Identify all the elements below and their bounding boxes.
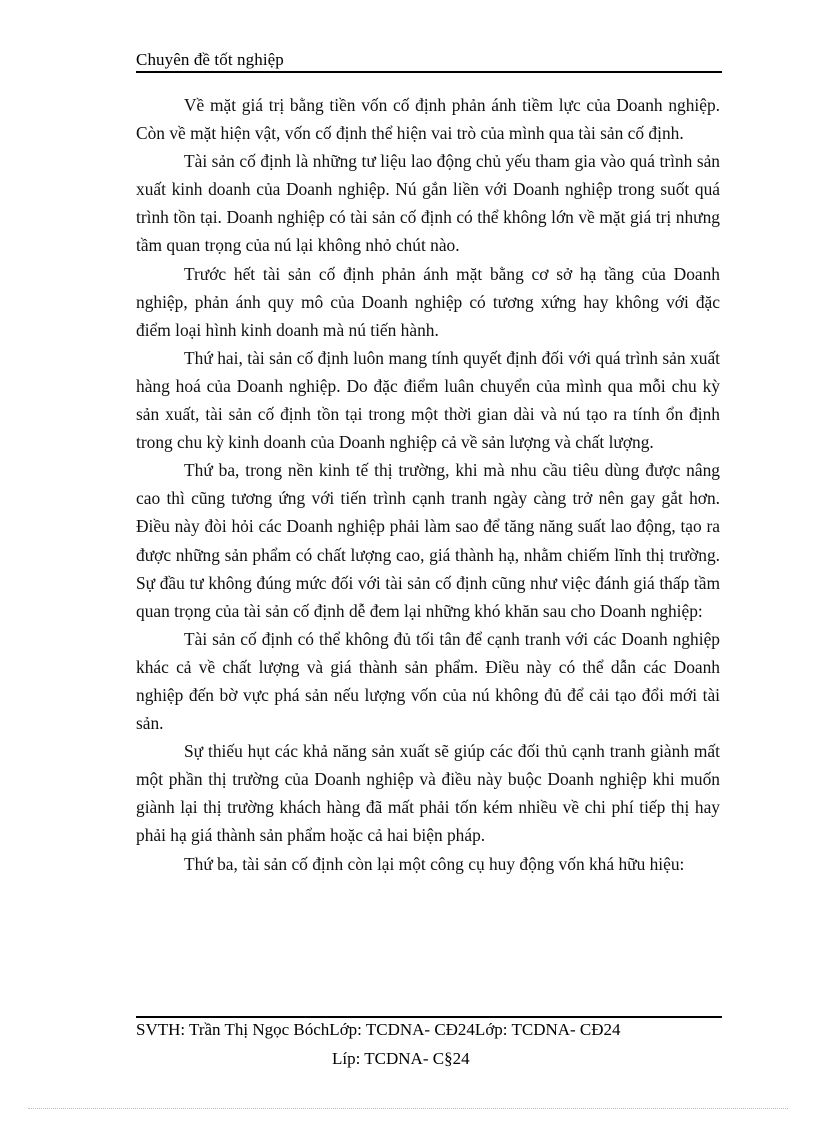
document-body [136, 91, 720, 878]
paragraph: Về mặt giá trị bằng tiền vốn cố định phản ánh tiềm lực của Doanh nghiệp. Còn về mặt hiện vật, vốn cố định thể hiện vai trò của mình qua tài sản cố định. [136, 95, 720, 144]
paragraph: Thứ ba, trong nền kinh tế thị trường, khi mà nhu cầu tiêu dùng được nâng cao thì cũng tương ứng với tiến trình cạnh tranh ngày càng trở nên gay gắt hơn. Điều này đòi hỏi các Doanh nghiệp phải làm sao để tăng năng suất lao động, tạo ra được những sản phẩm có chất lượng cao, giá thành hạ, nhằm chiếm lĩnh thị trường. Sự đầu tư không đúng mức đối với tài sản cố định cũng như việc đánh giá thấp tầm quan trọng của tài sản cố định dễ đem lại những khó khăn sau cho Doanh nghiệp: [136, 460, 720, 621]
paragraph: Tài sản cố định có thể không đủ tối tân để cạnh tranh với các Doanh nghiệp khác cả về chất lượng và giá thành sản phẩm. Điều này có thể dẫn các Doanh nghiệp đến bờ vực phá sản nếu lượng vốn của nú không đủ để cải tạo đổi mới tài sản. [136, 628, 720, 734]
paragraph: Trước hết tài sản cố định phản ánh mặt bằng cơ sở hạ tầng của Doanh nghiệp, phản ánh quy mô của Doanh nghiệp có tương xứng hay không với đặc điểm loại hình kinh doanh mà nú tiến hành. [136, 263, 720, 340]
page-break-line [28, 1108, 788, 1109]
footer-class-info: Líp: TCDNA- C§24 [332, 1049, 470, 1068]
footer-student-info: SVTH: Trần Thị Ngọc BóchLớp: TCDNA- CĐ24Lớp: TCDNA- CĐ24 [136, 1020, 621, 1039]
header-rule [136, 71, 722, 73]
paragraph: Thứ ba, tài sản cố định còn lại một công cụ huy động vốn khá hữu hiệu: [184, 853, 685, 874]
header-title: Chuyên đề tốt nghiệp [136, 50, 284, 69]
paragraph: Sự thiếu hụt các khả năng sản xuất sẽ giúp các đối thủ cạnh tranh giành mất một phần thị trường của Doanh nghiệp và điều này buộc Doanh nghiệp khi muốn giành lại thị trường khách hàng đã mất phải tốn kém nhiều về chi phí tiếp thị hay phải hạ giá thành sản phẩm hoặc cả hai biện pháp. [136, 741, 720, 846]
paragraph: Tài sản cố định là những tư liệu lao động chủ yếu tham gia vào quá trình sản xuất kinh doanh của Doanh nghiệp. Nú gắn liền với Doanh nghiệp trong suốt quá trình tồn tại. Doanh nghiệp có tài sản cố định có thể không lớn về mặt giá trị nhưng tầm quan trọng của nú lại không nhỏ chút nào. [136, 151, 720, 256]
footer-rule [136, 1016, 722, 1018]
paragraph: Thứ hai, tài sản cố định luôn mang tính quyết định đối với quá trình sản xuất hàng hoá của Doanh nghiệp. Do đặc điểm luân chuyển của mình qua mỗi chu kỳ sản xuất, tài sản cố định tồn tại trong một thời gian dài và nú tạo ra tính ổn định trong chu kỳ kinh doanh của Doanh nghiệp cả về sản lượng và chất lượng. [136, 347, 720, 453]
